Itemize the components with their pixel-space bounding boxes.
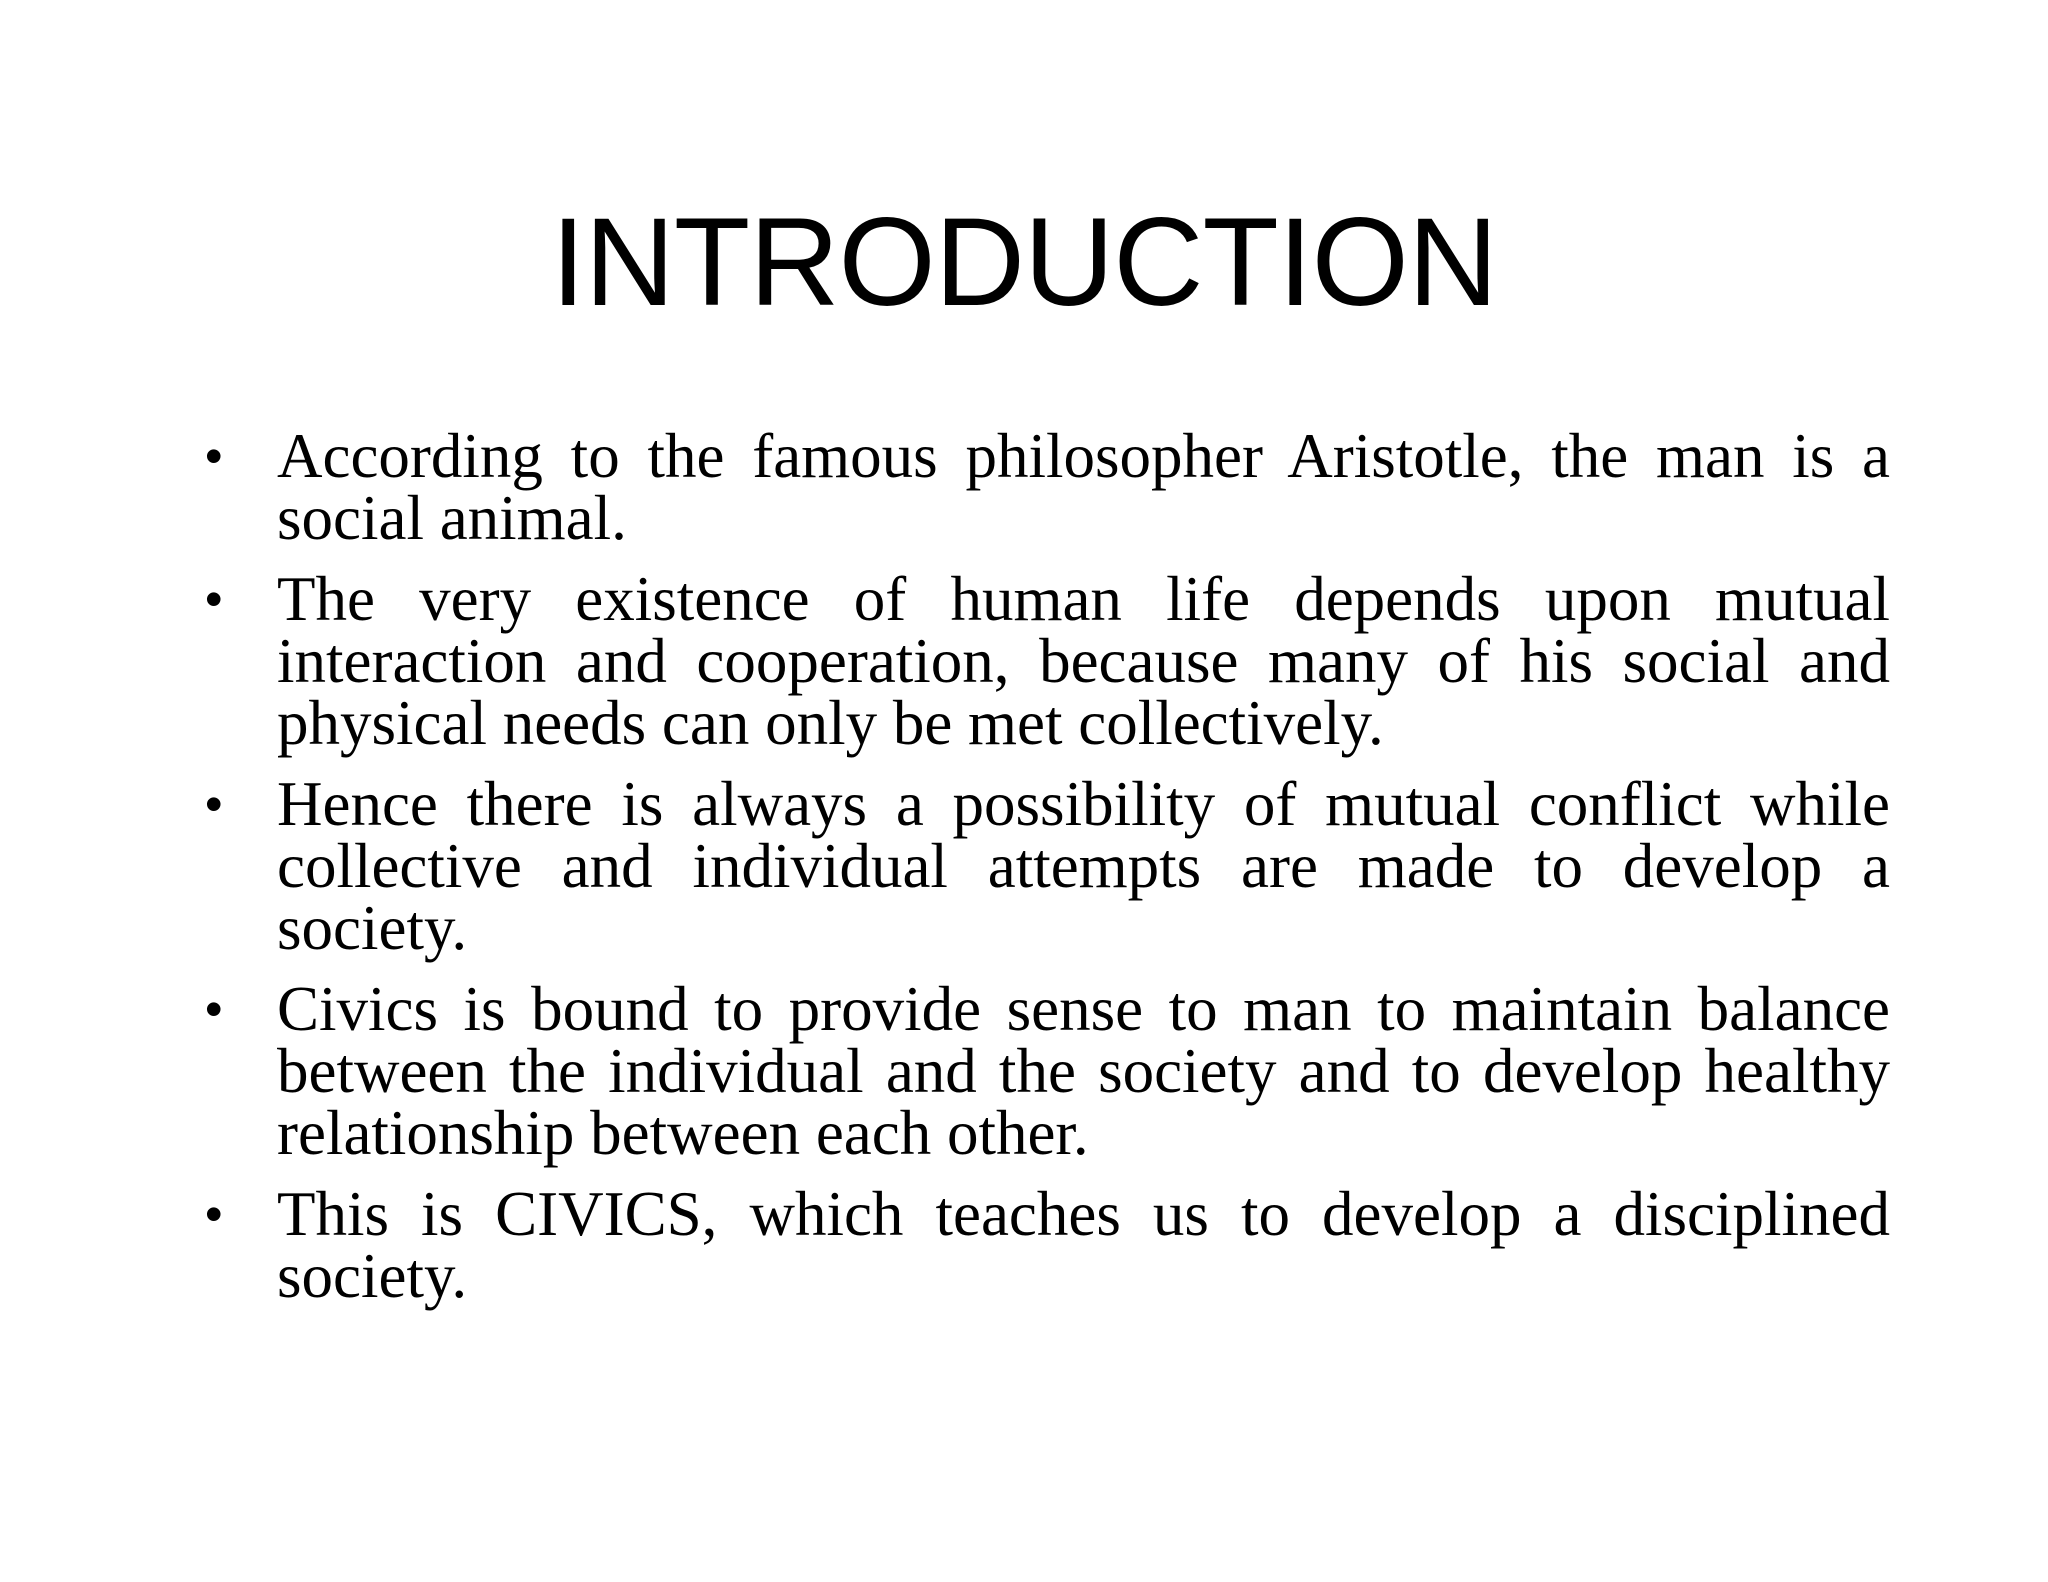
bullet-list bbox=[195, 421, 1890, 1326]
bullet-text: This is CIVICS, which teaches us to develop a disciplined society. bbox=[277, 1179, 1890, 1311]
bullet-text: Hence there is always a possibility of mutual conflict while collective and individual attempts are made to develop a society. bbox=[277, 769, 1890, 963]
bullet-item-civics-balance bbox=[195, 974, 1890, 1168]
bullet-text: Civics is bound to provide sense to man to maintain balance between the individual and the society and to develop healthy relationship between each other. bbox=[277, 974, 1890, 1168]
bullet-dot-icon: • bbox=[205, 571, 223, 627]
bullet-item-civics-definition bbox=[195, 1179, 1890, 1311]
bullet-text: The very existence of human life depends upon mutual interaction and cooperation, because many of his social and physical needs can only be met collectively. bbox=[277, 564, 1890, 758]
bullet-dot-icon: • bbox=[205, 981, 223, 1037]
bullet-dot-icon: • bbox=[205, 1186, 223, 1242]
bullet-item-conflict bbox=[195, 769, 1890, 963]
bullet-item-aristotle bbox=[195, 421, 1890, 553]
bullet-text: According to the famous philosopher Aristotle, the man is a social animal. bbox=[277, 421, 1890, 553]
slide-title: INTRODUCTION bbox=[550, 193, 1498, 332]
bullet-item-human-life bbox=[195, 564, 1890, 758]
bullet-dot-icon: • bbox=[205, 776, 223, 832]
bullet-dot-icon: • bbox=[205, 428, 223, 484]
